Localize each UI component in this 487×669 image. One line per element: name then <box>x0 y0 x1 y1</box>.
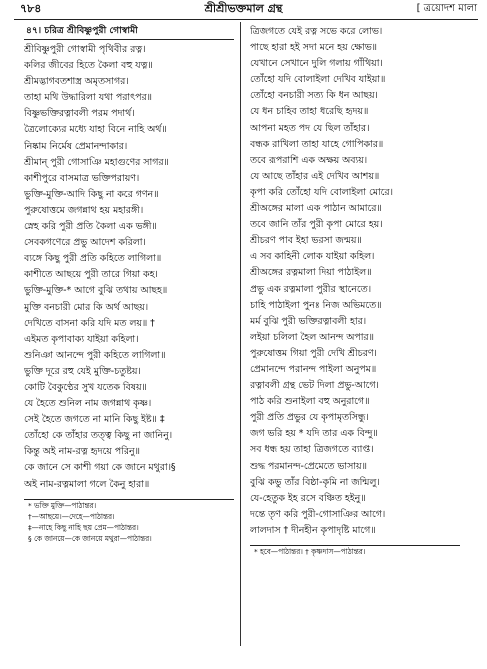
verse-line: বন্ধক রাখিলা তাহা যাহে গোপিকার॥ <box>250 138 384 150</box>
verse-line: মুক্তি বনচারী মোর কি অর্থ আছয়। <box>24 301 149 313</box>
footnote: * হবে—পাঠান্তর। † কৃষ্ণদাস—পাঠান্তর। <box>254 547 366 556</box>
verse-line: যে আছে তাঁহার এই দেখিব আশয়॥ <box>250 170 380 182</box>
verse-line: পুরী প্রতি প্রভুর যে কৃপামৃতসিন্ধু। <box>250 412 369 424</box>
column-divider <box>240 22 241 646</box>
verse-line: সেবকগণেরে প্রভু আদেশ করিলা। <box>24 237 146 249</box>
verse-line: সব ধন্ধ হয় তাহা ত্রিজগতে ব্যাপ্ত। <box>250 444 374 456</box>
verse-line: এ সব কাহিনী লোক যাইয়া কহিল। <box>250 251 375 263</box>
verse-line: কে জানে সে কাশী গয়া কে জানে মথুরা।§ <box>24 462 176 474</box>
verse-line: কাশীতে আছয়ে পুরী তারে গিয়া কহ। <box>24 269 158 281</box>
verse-line: যে হৈতে শুনিল নাম জগন্নাথ কৃষ্ণ। <box>24 398 152 410</box>
verse-line: লইয়া চলিলা হৈল আনন্দ অপার॥ <box>250 331 374 343</box>
verse-line: শুদ্ধ পরমানন্দ-প্রেমেতে ভাসায়॥ <box>250 460 367 472</box>
verse-line: তোঁহো কে তাঁহার তত্ত্ব কিছু না জানিনু। <box>24 430 173 442</box>
running-title: শ্রীশ্রীভক্তমাল গ্রন্থ <box>204 2 283 15</box>
verse-line: যেখানে সেখানে দুলি গলায় গাঁথিয়া। <box>250 58 383 70</box>
verse-line: বিষ্ণুভক্তিরত্নাবলী পরম পদার্থ। <box>24 108 135 120</box>
footnote: ‡—নাহে কিছু নাহি ছয় প্রেম—পাঠান্তর। <box>28 522 139 532</box>
verse-line: ত্রিজগতে যেই রত্ন সভে করে লোভ। <box>250 26 383 37</box>
verse-line: তোঁহো বনচারী সত্য কি ধন আছয়। <box>250 90 378 102</box>
verse-line: পাছে হারা হই সদা মনে হয় ক্ষোভ॥ <box>250 42 377 54</box>
footnotes-left <box>24 500 234 544</box>
verse-line: শুনিঞা আনন্দে পুরী কহিতে লাগিলা॥ <box>24 349 166 361</box>
verse-line: ভুক্তি দূরে রহু যেই মুক্তি-চতুষ্টয়। <box>24 365 141 377</box>
left-column <box>24 24 234 544</box>
verse-line: লালদাস † দীনহীন কৃপাদৃষ্টি মাগে॥ <box>250 524 376 536</box>
verse-line: শ্রীমান্‌ পুরী গোসাঞি মহাগুণের সাগর॥ <box>24 156 169 168</box>
verse-line: পাঠ করি শুনাইলা বহু অনুরাগে॥ <box>250 396 370 408</box>
verse-line: আপনা মহত পদ যে ছিল তাঁহার। <box>250 122 370 134</box>
verse-lines-left <box>24 42 234 493</box>
verse-line: রত্নাবলী গ্রন্থ ভেট দিলা প্রভু-আগে। <box>250 380 379 392</box>
verse-line: এইমত কৃপাবাক্য যাইয়া কহিলা। <box>24 333 139 345</box>
verse-line: বুঝি কভু তাঁর বিষ্ঠা-কৃমি না জন্মিলু। <box>250 476 380 488</box>
verse-line: স্নেহ করি পুরী প্রতি কৈলা এক ভঙ্গী॥ <box>24 221 157 233</box>
verse-line: ত্রৈলোক্যের মধ্যে যাহা বিনে নাহি অর্থ॥ <box>24 124 167 136</box>
footnote: * ভক্তি মুক্তি—পাঠান্তর। <box>28 500 97 510</box>
verse-line: তাহা মথি উদ্ধারিলা যথা পরাৎপর॥ <box>24 92 152 104</box>
page-header <box>0 0 487 16</box>
verse-line: শ্রীমদ্ভাগবতশাস্ত্র অমৃতসাগর। <box>24 76 129 88</box>
verse-line: কাশীপুরে বাসমাত্র ভক্তিপরায়ণ। <box>24 172 140 184</box>
verse-line: কলির জীবের হিতে কৈলা বহু যত্ন॥ <box>24 60 153 72</box>
header-rule <box>14 19 478 20</box>
verse-line: পুরুষোত্তমে জগন্নাথ হয় মহারঙ্গী। <box>24 204 144 216</box>
verse-line: অই নাম-রত্নমালা গলে কৈনু হারা॥ <box>24 478 150 490</box>
verse-line: ভুক্তি-মুক্তি-আদি কিছু না করে গণন॥ <box>24 188 159 200</box>
page-number: ৭৮৪ <box>20 2 42 15</box>
verse-line: শ্রীচরণ পাব ইহা ভরসা জন্ময়॥ <box>250 235 362 247</box>
right-column <box>250 24 460 557</box>
verse-lines-right <box>250 24 460 539</box>
verse-line: তোঁহো যদি বোলাইলা দেখিব যাইয়া॥ <box>250 74 386 86</box>
verse-line: তবে জানি তাঁর পুরী কৃপা মোরে হয়। <box>250 219 383 231</box>
verse-line: জগ ভরি হয় * যদি তার এক বিন্দু॥ <box>250 428 378 440</box>
verse-line: সেই হৈতে জগতে না মানি কিছু ইষ্ট॥ ‡ <box>24 414 165 426</box>
verse-line: তবে রূপরাশি এক অক্ষয় অব্যয়। <box>250 154 368 166</box>
verse-line: কৃপা করি তোঁহো যদি বোলাইলা মোরে। <box>250 186 393 198</box>
verse-line: শ্রীঅঙ্গের মালা এক পাঠান আমারে॥ <box>250 203 382 215</box>
verse-line: চাহি পাঠাইলা পুনঃ নিজ অভিমতে॥ <box>250 299 382 311</box>
footnotes-right <box>250 546 460 557</box>
verse-line: প্রেমানন্দে পরানন্দ পাইলা অনুপম॥ <box>250 363 377 375</box>
chapter-label: [ ত্রয়োদশ মালা <box>416 3 477 14</box>
verse-line: মর্ম বুঝি পুরী ভক্তিরত্নাবলী হার। <box>250 315 367 327</box>
footnote: § কে জানয়ে—কে জানয়ে মথুরা—পাঠান্তর। <box>28 533 152 543</box>
verse-line: নিষ্কাম নির্মেষ প্রেমানন্দাকার। <box>24 140 128 152</box>
verse-line: ব্যঙ্গে কিছু পুরী প্রতি কহিতে লাগিলা॥ <box>24 253 162 265</box>
verse-line: ভুক্তি-মুক্তি-* আগে বুঝি তথায় আছহ॥ <box>24 285 168 297</box>
verse-line: কোটি বৈকুণ্ঠের সুখ যতেক বিষয়॥ <box>24 381 147 393</box>
section-title: ৪৭। চরিত্র শ্রীবিষ্ণুপুরী গোস্বামী <box>26 25 138 36</box>
section-title-rule <box>24 39 234 40</box>
verse-line: দন্তে তৃণ করি পুরী-গোসাঞির আগে। <box>250 508 386 520</box>
verse-line: দেখিতে বাসনা করি যদি মত লয়॥ † <box>24 317 155 329</box>
verse-line: যে ধন চাহিব তাহা ধরেছি হৃদয়॥ <box>250 106 369 118</box>
verse-line: কিন্তু অই নাম-রত্ন হৃদয়ে পরিনু॥ <box>24 446 140 458</box>
verse-line: শ্রীঅঙ্গের রত্নমালা দিয়া পাঠাইল॥ <box>250 267 372 279</box>
verse-line: যে-হেতুক ইহ রসে বঞ্চিত হইনু॥ <box>250 492 366 504</box>
footnote: †—আছয়ে।—দেহে—পাঠান্তর। <box>28 511 115 521</box>
verse-line: প্রভু এক রত্নমালা পুরীর স্থানেতে। <box>250 283 372 295</box>
verse-line: পুরুষোত্তম গিয়া পুরী দেখি শ্রীচরণ। <box>250 347 377 359</box>
verse-line: শ্রীবিষ্ণুপুরী গোস্বামী পৃথিবীর রত্ন। <box>24 44 146 55</box>
